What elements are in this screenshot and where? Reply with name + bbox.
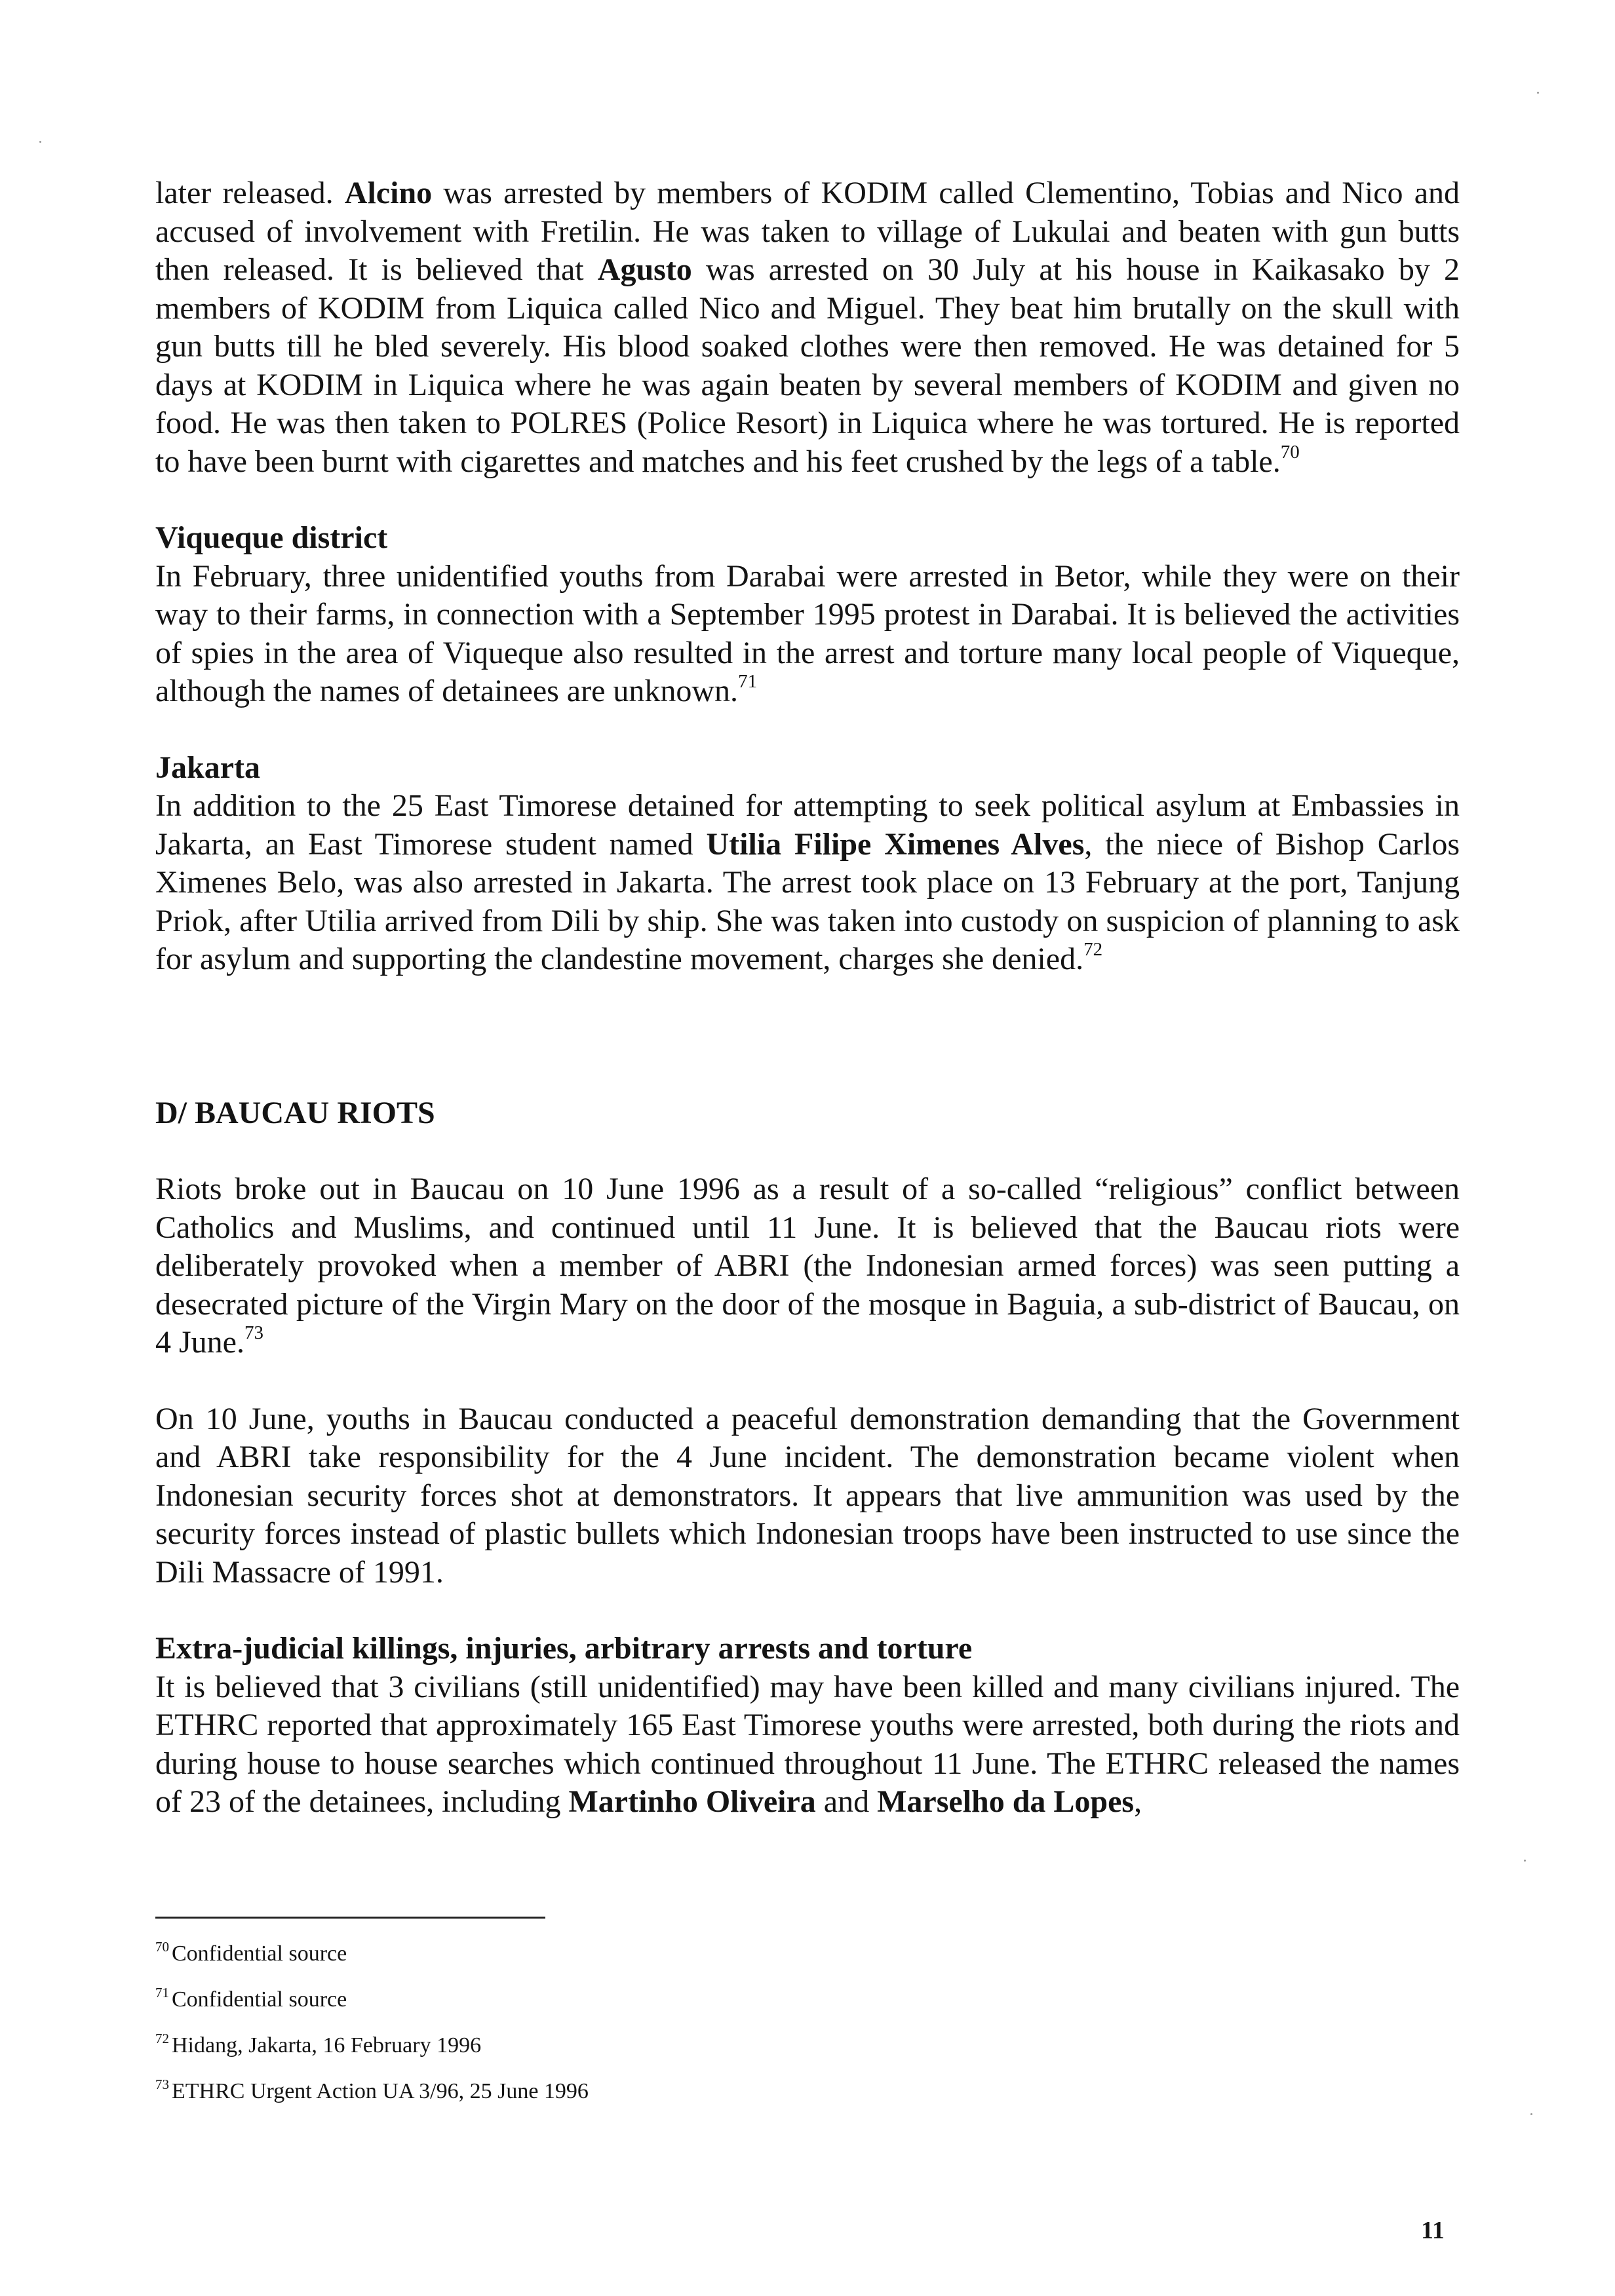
footnote-divider <box>155 1917 545 1919</box>
footnote-number: 73 <box>155 2076 169 2092</box>
footnote-text: Confidential source <box>172 1942 347 1966</box>
text-run: was arrested by members of KODIM called Clementino, Tobias and Nico and accused of involvement with Fretilin. He was taken to village of Lukulai and beaten with gun butts then released. It is believed that <box>155 176 1460 287</box>
footnote-ref-71[interactable]: 71 <box>738 671 758 692</box>
footnotes <box>155 1917 745 2124</box>
footnote-73 <box>155 2078 745 2105</box>
scan-speck <box>1530 2113 1532 2115</box>
paragraph-killings <box>155 1668 1460 1822</box>
footnote-number: 72 <box>155 2031 169 2046</box>
name-utilia: Utilia Filipe Ximenes Alves <box>706 826 1085 862</box>
heading-jakarta: Jakarta <box>155 750 260 785</box>
text-run: It is believed that 3 civilians (still unidentified) may have been killed and many civilians injured. The ETHRC reported that approximately 165 East Timorese youths were arrested, both during the riots and during house to house searches which continued throughout 11 June. The ETHRC released the names of 23 of the detainees, including <box>155 1669 1460 1819</box>
paragraph-viqueque <box>155 558 1460 711</box>
footnote-71 <box>155 1987 745 2013</box>
footnote-text: ETHRC Urgent Action UA 3/96, 25 June 1996 <box>172 2079 589 2103</box>
paragraph-jakarta <box>155 787 1460 979</box>
name-agusto: Agusto <box>597 252 692 287</box>
heading-viqueque-district: Viqueque district <box>155 520 388 555</box>
scan-speck <box>39 141 41 143</box>
footnote-ref-72[interactable]: 72 <box>1083 939 1103 960</box>
paragraph-baucau-2: On 10 June, youths in Baucau conducted a peaceful demonstration demanding that the Government and ABRI take responsibility for the 4 June incident. The demonstration became violent when Indonesian security forces shot at demonstrators. It appears that live ammunition was used by the security forces instead of plastic bullets which Indonesian troops have been instructed to use since the Dili Massacre of 1991. <box>155 1401 1460 1590</box>
footnote-ref-70[interactable]: 70 <box>1280 441 1300 463</box>
text-run: was arrested on 30 July at his house in Kaikasako by 2 members of KODIM from Liquica called Nico and Miguel. They beat him brutally on the skull with gun butts till he bled severely. His blood soaked clothes were then removed. He was detained for 5 days at KODIM in Liquica where he was again beaten by several members of KODIM and given no food. He was then taken to POLRES (Police Resort) in Liquica where he was tortured. He is reported to have been burnt with cigarettes and matches and his feet crushed by the legs of a table. <box>155 252 1460 479</box>
footnote-text: Confidential source <box>172 1987 347 2012</box>
paragraph-baucau-1 <box>155 1170 1460 1362</box>
text-run: Riots broke out in Baucau on 10 June 1996 as a result of a so-called “religious” conflict between Catholics and Muslims, and continued until 11 June. It is believed that the Baucau riots were deliberately provoked when a member of ABRI (the Indonesian armed forces) was seen putting a desecrated picture of the Virgin Mary on the door of the mosque in Baguia, a sub-district of Baucau, on 4 June. <box>155 1172 1460 1360</box>
text-run: In addition to the 25 East Timorese detained for attempting to seek political asylum at Embassies in Jakarta, an East Timorese student named <box>155 788 1460 862</box>
footnote-72 <box>155 2033 745 2059</box>
footnote-70 <box>155 1941 745 1967</box>
text-run: , <box>1134 1784 1142 1819</box>
name-alcino: Alcino <box>344 176 433 210</box>
scan-speck <box>1524 1860 1526 1862</box>
text-run: In February, three unidentified youths from Darabai were arrested in Betor, while they were on their way to their farms, in connection with a September 1995 protest in Darabai. It is believed the activities of spies in the area of Viqueque also resulted in the arrest and torture many local people of Viqueque, although the names of detainees are unknown. <box>155 558 1460 708</box>
heading-baucau-riots: D/ BAUCAU RIOTS <box>155 1095 435 1130</box>
name-martinho-oliveira: Martinho Oliveira <box>568 1784 816 1819</box>
footnote-number: 70 <box>155 1939 169 1955</box>
footnote-text: Hidang, Jakarta, 16 February 1996 <box>172 2033 482 2057</box>
scan-speck <box>1537 92 1539 94</box>
text-run: , the niece of Bishop Carlos Ximenes Belo, was also arrested in Jakarta. The arrest took place on 13 February at the port, Tanjung Priok, after Utilia arrived from Dili by ship. She was taken into custody on suspicion of planning to ask for asylum and supporting the clandestine movement, charges she denied. <box>155 826 1460 976</box>
paragraph-liquica-continued <box>155 174 1460 481</box>
text-run: and <box>815 1784 878 1819</box>
footnote-number: 71 <box>155 1985 169 2000</box>
footnote-ref-73[interactable]: 73 <box>244 1322 263 1343</box>
text-run: later released. <box>155 176 345 210</box>
page-number: 11 <box>1421 2217 1445 2244</box>
body-text <box>155 174 1460 1822</box>
heading-extra-judicial-killings: Extra-judicial killings, injuries, arbitrary arrests and torture <box>155 1631 973 1666</box>
name-marselho-da-lopes: Marselho da Lopes <box>877 1784 1135 1819</box>
